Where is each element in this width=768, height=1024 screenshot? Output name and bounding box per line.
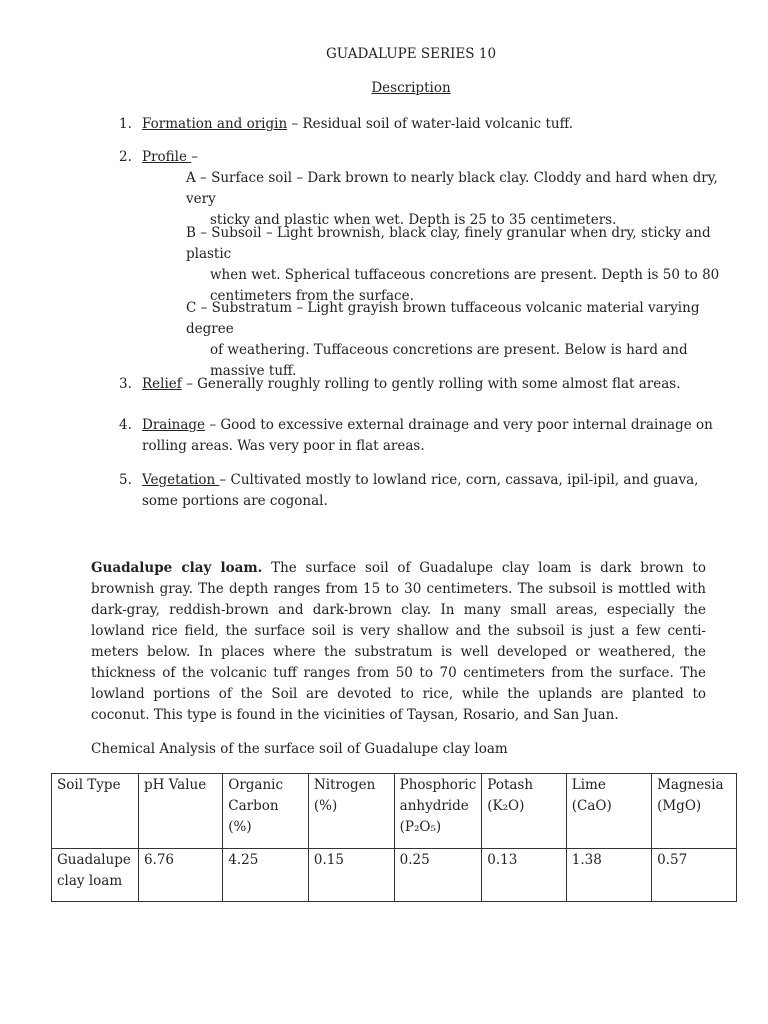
list-number: 2. <box>119 149 132 165</box>
horizon-continuation: of weathering. Tuffaceous concretions are present. Below is hard and massive tuff. <box>210 342 688 379</box>
horizon-line: C – Substratum – Light grayish brown tuffaceous volcanic material varying degree <box>186 300 700 337</box>
item-text: – <box>191 149 199 165</box>
table-cell: 0.15 <box>308 849 394 902</box>
soil-description-paragraph <box>91 558 706 726</box>
paragraph-lead: Guadalupe clay loam. <box>91 560 263 576</box>
list-number: 4. <box>119 417 132 433</box>
list-number: 5. <box>119 472 132 488</box>
horizon-line: A – Surface soil – Dark brown to nearly black clay. Cloddy and hard when dry, very <box>186 170 718 207</box>
item-text: – Good to excessive external drainage and very poor internal drainage on rolling areas. Was very poor in flat areas. <box>142 417 713 454</box>
item-text: – Residual soil of water-laid volcanic tuff. <box>287 116 573 132</box>
item-label: Relief <box>142 376 182 392</box>
list-number: 1. <box>119 116 132 132</box>
profile-horizon-a <box>186 168 731 231</box>
horizon-line: B – Subsoil – Light brownish, black clay, finely granular when dry, sticky and plastic <box>186 225 711 262</box>
table-cell: 1.38 <box>566 849 651 902</box>
header-cell: Potash (K₂O) <box>482 774 566 849</box>
profile-horizon-b <box>186 223 731 307</box>
table-cell: 0.13 <box>482 849 566 902</box>
item-text: – Generally roughly rolling to gently rolling with some almost flat areas. <box>181 376 681 392</box>
item-label: Drainage <box>142 417 206 433</box>
header-cell: pH Value <box>138 774 222 849</box>
document-title: GUADALUPE SERIES 10 <box>325 46 497 62</box>
table-cell: 4.25 <box>223 849 309 902</box>
table-cell: Guadalupe clay loam <box>52 849 139 902</box>
header-cell: Phosphoric anhydride (P₂O₅) <box>394 774 482 849</box>
description-heading: Description <box>371 80 451 96</box>
chemical-analysis-table <box>51 773 737 902</box>
item-label: Vegetation <box>142 472 220 488</box>
table-cell: 6.76 <box>138 849 222 902</box>
table-caption: Chemical Analysis of the surface soil of Guadalupe clay loam <box>91 741 508 757</box>
table-row <box>52 849 737 902</box>
item-label: Formation and origin <box>142 116 288 132</box>
header-cell: Soil Type <box>52 774 139 849</box>
paragraph-body: The surface soil of Guadalupe clay loam is dark brown to brownish gray. The depth ranges from 15 to 30 centimeters. The subsoil is mottled with dark-gray, reddish-brown and dark-brown clay. In many small areas, especially the lowland rice field, the surface soil is very shallow and the subsoil is just a few centi- meters below. In places where the substratum is well developed or weathered, the thickness of the volcanic tuff ranges from 50 to 70 centimeters from the surface. The lowland portions of the Soil are devoted to rice, while the uplands are planted to coconut. This type is found in the vicinities of Taysan, Rosario, and San Juan. <box>91 560 706 723</box>
item-label: Profile <box>142 149 192 165</box>
horizon-continuation: when wet. Spherical tuffaceous concretions are present. Depth is 50 to 80 centimeters from the surface. <box>210 267 720 304</box>
item-text: – Cultivated mostly to lowland rice, corn, cassava, ipil-ipil, and guava, some portions are cogonal. <box>142 472 699 509</box>
header-cell: Lime (CaO) <box>566 774 651 849</box>
table-cell: 0.25 <box>394 849 482 902</box>
table-cell: 0.57 <box>652 849 737 902</box>
table-header-row <box>52 774 737 849</box>
header-cell: Nitrogen (%) <box>308 774 394 849</box>
header-cell: Magnesia (MgO) <box>652 774 737 849</box>
horizon-continuation: sticky and plastic when wet. Depth is 25 to 35 centimeters. <box>210 212 617 228</box>
list-number: 3. <box>119 376 132 392</box>
profile-horizon-c <box>186 298 731 382</box>
header-cell: Organic Carbon (%) <box>223 774 309 849</box>
